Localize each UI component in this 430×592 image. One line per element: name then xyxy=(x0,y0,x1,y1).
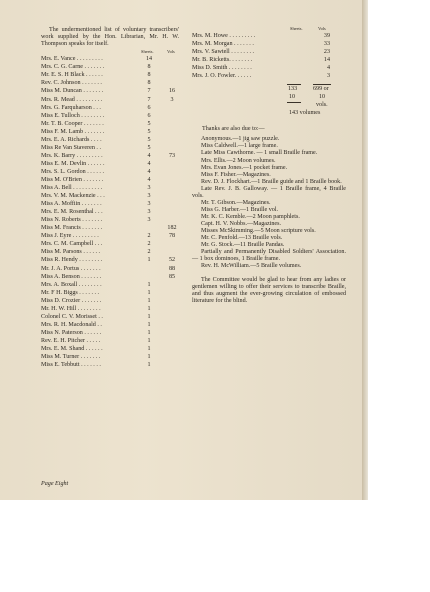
vols-count: 33 xyxy=(323,41,330,48)
transcriber-name: Mrs. C. M. Campbell . . . xyxy=(41,241,103,248)
transcriber-name: Mrs. E. A. Richards . . . . xyxy=(41,136,102,143)
table-row xyxy=(41,120,179,128)
sheets-count: 1 xyxy=(147,354,151,361)
transcriber-name: Miss M. Duncan . . . . . . . xyxy=(41,88,104,95)
sheets-count: 2 xyxy=(147,233,151,240)
table-row xyxy=(41,281,179,289)
table-row xyxy=(41,345,179,353)
sheets-count: 6 xyxy=(147,112,151,119)
transcriber-name: Mrs. A. Boxall . . . . . . . . xyxy=(41,281,102,288)
sheets-total: 133 xyxy=(288,86,298,93)
transcriber-name: Mrs. G. Farquharson . . . xyxy=(41,104,101,111)
sheets-count: 5 xyxy=(147,128,151,135)
sheets-count: 3 xyxy=(147,209,151,216)
table-row xyxy=(192,48,346,56)
sheets-count: 6 xyxy=(147,104,151,111)
table-row xyxy=(41,313,179,321)
sheets-count: 4 xyxy=(147,176,151,183)
transcriber-name: Miss A. Benson . . . . . . . xyxy=(41,273,102,280)
sheets-count: 4 xyxy=(147,168,151,175)
sheets-count: 5 xyxy=(147,144,151,151)
transcriber-name: Miss F. M. Lamb . . . . . . . xyxy=(41,128,105,135)
sheets-header: Sheets. xyxy=(141,48,154,54)
transcriber-name: Miss R. Hendy . . . . . . . . xyxy=(41,257,103,264)
thanks-item: Rev. D. J. Flockhart.—1 Braille guide and 1 Braille book. xyxy=(201,178,342,185)
table-row xyxy=(41,305,179,313)
sheets-count: 1 xyxy=(147,281,151,288)
transcriber-name: Miss M. Turner . . . . . . . xyxy=(41,354,101,361)
vols-count: 14 xyxy=(323,57,330,64)
sheets-count: 7 xyxy=(147,96,151,103)
table-row xyxy=(41,71,179,79)
totals-block xyxy=(192,80,346,122)
transcriber-name: Miss M. Francis . . . . . . . xyxy=(41,225,103,232)
transcriber-name: Miss D. Smith . . . . . . . . xyxy=(192,65,252,72)
thanks-item: Capt. H. V. Nobbs.—Magazines. xyxy=(201,220,282,227)
sheets-count: 1 xyxy=(147,289,151,296)
sheets-count: 3 xyxy=(147,201,151,208)
transcriber-name: Rev. E. H. Pitcher . . . . . xyxy=(41,337,101,344)
vols-count: 78 xyxy=(168,233,176,240)
sheets-count: 4 xyxy=(147,152,151,159)
transcriber-name: Miss A. Moffiin . . . . . . . xyxy=(41,201,102,208)
sheets-count: 1 xyxy=(147,305,151,312)
vols-count: 23 xyxy=(323,49,330,56)
transcriber-name: Mrs. E. M. Shand . . . . . . xyxy=(41,345,103,352)
table-row xyxy=(41,289,179,297)
thanks-item: Mrs. Ellis.—2 Moon volumes. xyxy=(201,157,276,164)
sheets-count: 1 xyxy=(147,297,151,304)
sheets-count: 1 xyxy=(147,345,151,352)
right-sheets-header: Sheets. xyxy=(290,25,303,31)
thanks-item: Mr. K. C. Kemble.—2 Moon pamphlets. xyxy=(201,213,300,220)
transcriber-name: Miss N. Roberts . . . . . . . xyxy=(41,217,103,224)
table-row xyxy=(41,176,179,184)
vols-count: 3 xyxy=(170,96,174,103)
table-row xyxy=(41,208,179,216)
right-column xyxy=(192,27,346,305)
vols-header: Vols xyxy=(167,48,175,54)
transcriber-name: Miss D. Crozier . . . . . . . xyxy=(41,297,102,304)
table-row xyxy=(41,232,179,240)
vols-count: 52 xyxy=(168,257,176,264)
table-row xyxy=(41,337,179,345)
grand-total: 143 volumes xyxy=(289,110,321,117)
vols-count: 88 xyxy=(168,265,176,272)
table-row xyxy=(41,112,179,120)
sheets-count: 5 xyxy=(147,136,151,143)
transcriber-name: Mr. E. S. H Black . . . . . . xyxy=(41,72,103,79)
transcriber-name: Mrs. R. Mead . . . . . . . . . xyxy=(41,96,103,103)
transcriber-name: Mr. T. B. Cooper . . . . . . . xyxy=(41,120,104,127)
vols-count: 3 xyxy=(326,73,330,80)
table-row xyxy=(41,273,179,281)
closing-paragraph: The Committee would be glad to hear from any ladies or gentlemen willing to offer their services to transcribe Braille, and thus augment the ever-growing circulation of embossed literature for the blind. xyxy=(192,277,346,305)
sheets-count: 4 xyxy=(147,160,151,167)
sheets-count: 1 xyxy=(147,337,151,344)
table-row xyxy=(41,240,179,248)
thanks-item: Miss Caldwell.—1 large frame. xyxy=(201,143,278,150)
table-row xyxy=(192,64,346,72)
right-vols-header: Vols xyxy=(318,25,326,31)
table-row xyxy=(41,136,179,144)
table-row xyxy=(41,265,179,273)
left-column xyxy=(41,27,179,369)
table-row xyxy=(41,128,179,136)
thanks-item: Anonymous.—1 jig saw puzzle. xyxy=(201,136,280,143)
vols-count: 16 xyxy=(168,88,176,95)
table-row xyxy=(41,248,179,256)
transcriber-name: Mrs. S. L. Gordon . . . . . . xyxy=(41,168,104,175)
sheets-count: 8 xyxy=(147,64,151,71)
thanks-item: Mr. T. Gibson.—Magazines. xyxy=(201,199,271,206)
transcriber-name: Mr. F H. Biggs . . . . . . . xyxy=(41,289,100,296)
table-row xyxy=(41,321,179,329)
table-row xyxy=(41,329,179,337)
table-row xyxy=(41,216,179,224)
vols-count: 85 xyxy=(168,273,176,280)
thanks-item: Mrs. Evan Jones.—1 pocket frame. xyxy=(201,164,288,171)
sheets-rule-2 xyxy=(287,102,301,103)
table-row xyxy=(41,87,179,95)
left-transcriber-list xyxy=(41,55,179,369)
sheets-count: 2 xyxy=(147,249,151,256)
thanks-item: Late Miss Cawthorne. — 1 small Braille frame. xyxy=(201,150,318,157)
thanks-item: Miss G. Harber.—1 Braille vol. xyxy=(201,206,279,213)
transcriber-name: Rev. C. Johnson . . . . . . . xyxy=(41,80,102,87)
thanks-heading: Thanks are also due to:— xyxy=(202,126,265,133)
right-transcriber-list xyxy=(192,32,346,80)
transcriber-name: Mrs. C. G. Carne . . . . . . . xyxy=(41,64,105,71)
transcriber-name: Miss J. Eyre . . . . . . . . . xyxy=(41,233,99,240)
sheets-count: 14 xyxy=(145,56,153,63)
table-row xyxy=(41,79,179,87)
sheets-count: 1 xyxy=(147,329,151,336)
table-row xyxy=(41,200,179,208)
transcriber-name: Miss Re Van Staveren . . xyxy=(41,144,101,151)
transcriber-name: Mr. J. A. Portus . . . . . . . xyxy=(41,265,101,272)
sheets-count: 7 xyxy=(147,88,151,95)
vols-count: 4 xyxy=(326,65,330,72)
transcriber-name: Miss A. Bell . . . . . . . . . . xyxy=(41,185,103,192)
thanks-item: Mr. C. Penfold.—13 Braille vols. xyxy=(201,235,283,242)
vols-count: 182 xyxy=(167,225,177,232)
thanks-item: Partially and Permanently Disabled Soldiers' Association. — 1 box dominoes, 1 Braille frame. xyxy=(192,249,346,263)
vols-total: 699 or xyxy=(313,86,329,93)
thanks-item: Rev. H. McWilliam.—5 Braille volumes. xyxy=(201,263,302,270)
transcriber-name: Mr. B. Ricketts. . . . . . . . xyxy=(192,57,253,64)
vols-rule xyxy=(313,84,331,85)
transcriber-name: Mrs. R. H. Macdonald . . xyxy=(41,321,102,328)
thanks-item: Miss F. Fisher.—Magazines. xyxy=(201,171,271,178)
transcriber-name: Miss N. Paterson . . . . . . xyxy=(41,329,102,336)
transcriber-name: Mrs. E. Vance . . . . . . . . . xyxy=(41,56,103,63)
sheets-count: 8 xyxy=(147,72,151,79)
thanks-item: Misses McSkimming.—5 Moon scripture vols. xyxy=(201,227,316,234)
table-row xyxy=(41,144,179,152)
sheets-count: 1 xyxy=(147,257,151,264)
table-row xyxy=(41,63,179,71)
vols-count: 39 xyxy=(323,33,330,39)
sheets-rule xyxy=(287,84,301,85)
transcriber-name: Mrs. V. Sawtell . . . . . . . . xyxy=(192,49,255,56)
table-row xyxy=(192,40,346,48)
table-row xyxy=(41,152,179,160)
table-row xyxy=(41,160,179,168)
transcriber-name: Mrs. E. M. Rosenthal . . . xyxy=(41,209,103,216)
table-row xyxy=(41,224,179,232)
sheets-count: 3 xyxy=(147,193,151,200)
sheets-count: 2 xyxy=(147,241,151,248)
table-row xyxy=(41,55,179,63)
transcriber-name: Mrs. V. M. Mackenzie . . . xyxy=(41,193,105,200)
transcriber-name: Miss E. M. Devlin . . . . . . xyxy=(41,160,105,167)
transcriber-name: Colonel C. V. Morisset . . xyxy=(41,313,103,320)
left-table-header xyxy=(41,48,179,55)
transcriber-name: Mrs. K. Barry . . . . . . . . . xyxy=(41,152,103,159)
table-row xyxy=(41,192,179,200)
table-row xyxy=(41,256,179,264)
thanks-item: Mr. G. Stock.—11 Braille Pandas. xyxy=(201,242,285,249)
table-row xyxy=(41,184,179,192)
transcriber-name: Mr. H. W. Hill . . . . . . . . xyxy=(41,305,101,312)
table-row xyxy=(192,32,346,40)
transcriber-name: Miss E. Tulloch . . . . . . . . xyxy=(41,112,105,119)
table-row xyxy=(41,361,179,369)
sheets-count: 3 xyxy=(147,185,151,192)
transcriber-name: Miss E. Tebbutt . . . . . . . xyxy=(41,362,101,369)
sheets-count: 8 xyxy=(147,80,151,87)
thanks-item: Late Rev. J. B. Galloway. — 1 Braille frame, 4 Braille vols. xyxy=(192,185,346,199)
table-row xyxy=(41,96,179,104)
transcriber-name: Mrs. M. Howe . . . . . . . . . xyxy=(192,33,256,39)
vols-count: 73 xyxy=(168,152,176,159)
page-edge xyxy=(362,0,368,500)
sheets-count: 5 xyxy=(147,120,151,127)
vols-word: vols. xyxy=(316,102,328,109)
thanks-list xyxy=(192,136,346,270)
intro-paragraph: The undermentioned list of voluntary transcribers' work supplied by the Hon. Librarian, Mr. H. W. Thompson speaks for itself. xyxy=(41,27,179,48)
transcriber-name: Mrs. M. Morgan . . . . . . . xyxy=(192,41,254,48)
table-row xyxy=(41,104,179,112)
sheets-count: 1 xyxy=(147,313,151,320)
page-footer: Page Eight xyxy=(41,481,69,487)
sheets-addition: 10 xyxy=(289,94,296,101)
vols-addition: 10 xyxy=(319,94,326,101)
table-row xyxy=(41,353,179,361)
table-row xyxy=(41,297,179,305)
right-table-header xyxy=(192,25,346,32)
table-row xyxy=(41,168,179,176)
sheets-count: 1 xyxy=(147,362,151,369)
table-row xyxy=(192,72,346,80)
sheets-count: 1 xyxy=(147,321,151,328)
sheets-count: 3 xyxy=(147,217,151,224)
table-row xyxy=(192,56,346,64)
transcriber-name: Mrs. J. O. Fowler. . . . . . xyxy=(192,73,252,80)
transcriber-name: Miss M. O'Brien . . . . . . . xyxy=(41,176,104,183)
transcriber-name: Miss M. Parsons . . . . . . xyxy=(41,249,101,256)
